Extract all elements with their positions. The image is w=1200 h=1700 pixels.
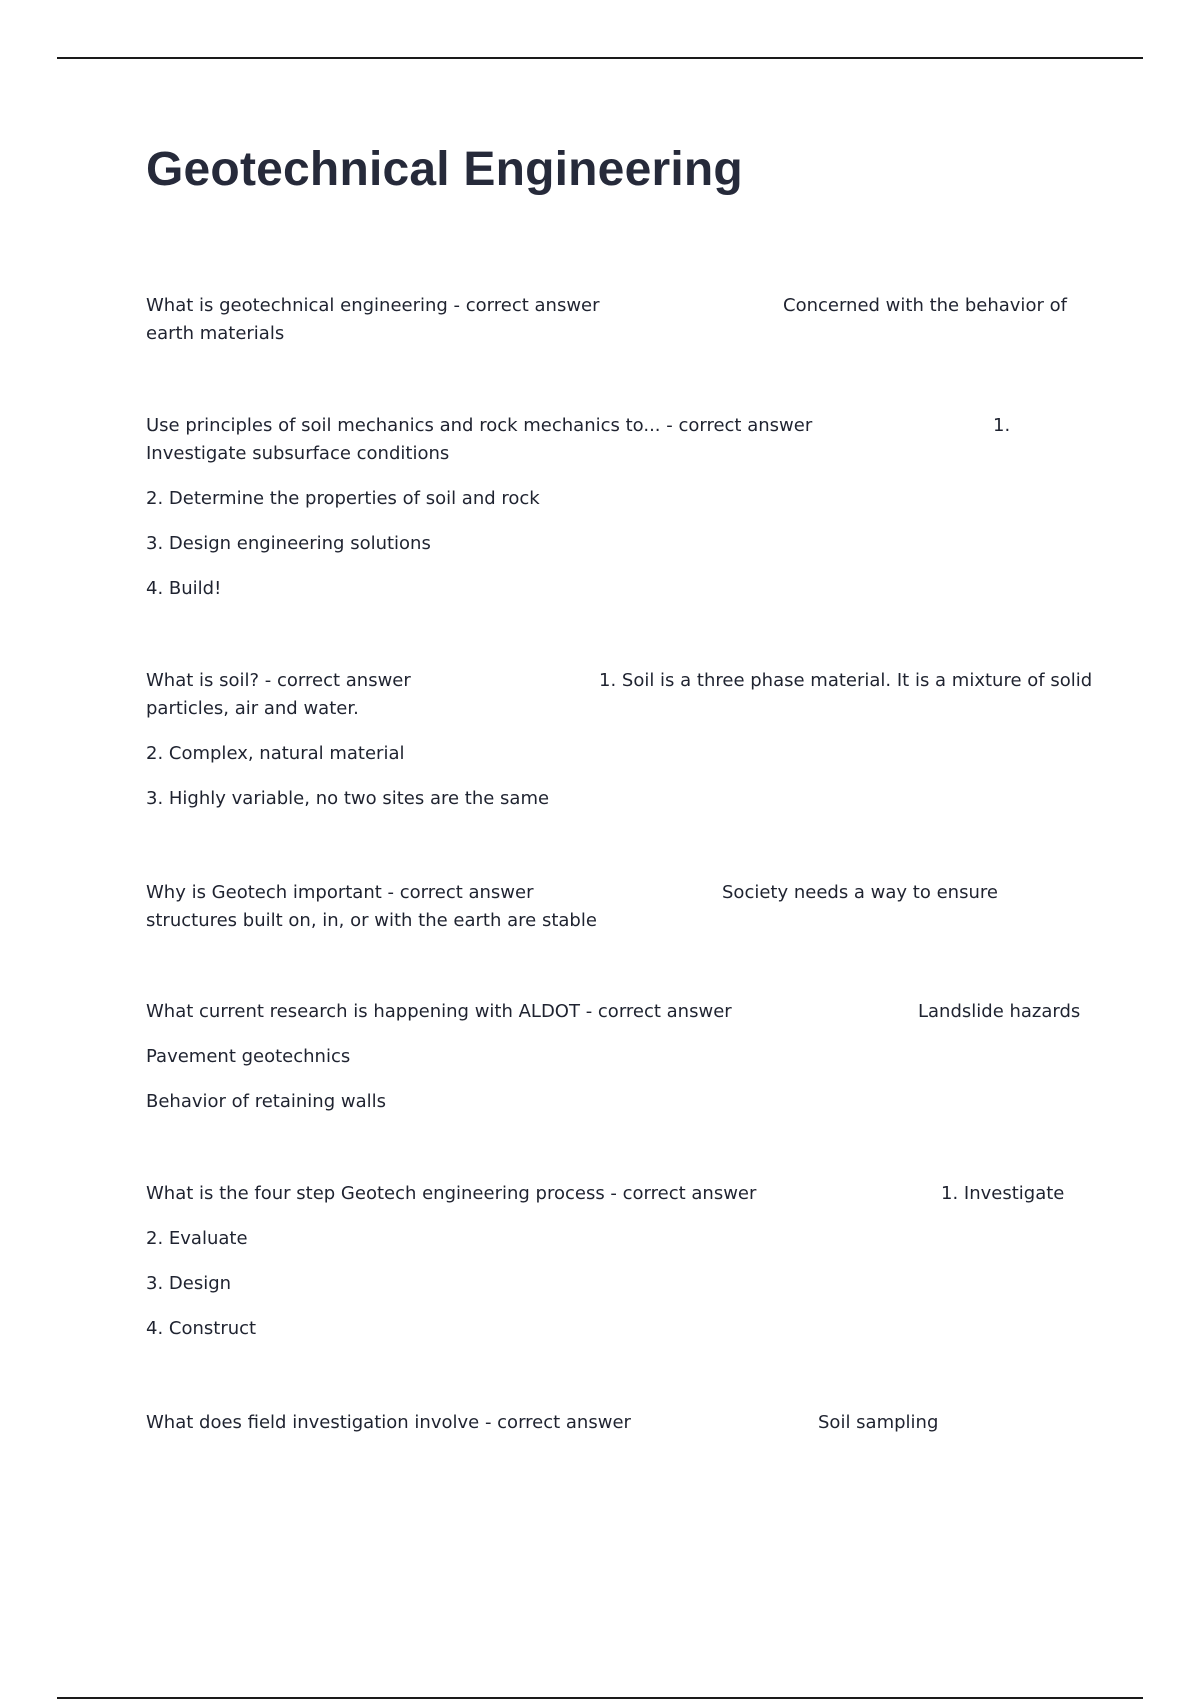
question-text: What is soil? - correct answer	[146, 670, 411, 691]
list-item: 4. Build!	[146, 578, 222, 599]
answer-continuation: structures built on, in, or with the earth are stable	[146, 910, 597, 931]
list-item: 2. Complex, natural material	[146, 743, 405, 764]
list-item: Behavior of retaining walls	[146, 1091, 386, 1112]
answer-text: 1. Investigate	[941, 1183, 1065, 1204]
page-title: Geotechnical Engineering	[146, 143, 743, 196]
qa-block	[146, 667, 1093, 813]
list-item: 3. Design	[146, 1273, 232, 1294]
answer-continuation: particles, air and water.	[146, 698, 359, 719]
qa-block	[146, 998, 1086, 1116]
qa-block	[146, 412, 1086, 603]
qa-block	[146, 292, 1086, 348]
answer-continuation: earth materials	[146, 323, 285, 344]
qa-block	[146, 1180, 1086, 1343]
top-rule	[57, 57, 1143, 59]
answer-text: Society needs a way to ensure	[722, 882, 998, 903]
question-text: What current research is happening with ALDOT - correct answer	[146, 1001, 732, 1022]
list-item: 2. Determine the properties of soil and rock	[146, 488, 540, 509]
answer-text: Soil sampling	[818, 1412, 939, 1433]
qa-first-line	[146, 412, 1086, 440]
question-text: Use principles of soil mechanics and rock mechanics to... - correct answer	[146, 415, 813, 436]
qa-block	[146, 1409, 1086, 1437]
answer-text: 1. Soil is a three phase material. It is a mixture of solid	[599, 670, 1093, 691]
qa-first-line	[146, 667, 1093, 695]
list-item: 3. Design engineering solutions	[146, 533, 431, 554]
bottom-rule	[57, 1697, 1143, 1699]
answer-text: Landslide hazards	[918, 1001, 1081, 1022]
question-text: What is the four step Geotech engineering process - correct answer	[146, 1183, 757, 1204]
answer-text: Concerned with the behavior of	[783, 295, 1067, 316]
qa-first-line	[146, 1409, 1086, 1437]
question-text: What does field investigation involve - correct answer	[146, 1412, 631, 1433]
qa-first-line	[146, 1180, 1086, 1208]
qa-first-line	[146, 998, 1086, 1026]
answer-text: 1.	[993, 415, 1011, 436]
qa-block	[146, 879, 1086, 935]
list-item: Pavement geotechnics	[146, 1046, 351, 1067]
list-item: 2. Evaluate	[146, 1228, 248, 1249]
list-item: 3. Highly variable, no two sites are the same	[146, 788, 550, 809]
qa-first-line	[146, 879, 1086, 907]
question-text: What is geotechnical engineering - correct answer	[146, 295, 600, 316]
list-item: 4. Construct	[146, 1318, 257, 1339]
qa-first-line	[146, 292, 1086, 320]
question-text: Why is Geotech important - correct answer	[146, 882, 534, 903]
answer-continuation: Investigate subsurface conditions	[146, 443, 450, 464]
